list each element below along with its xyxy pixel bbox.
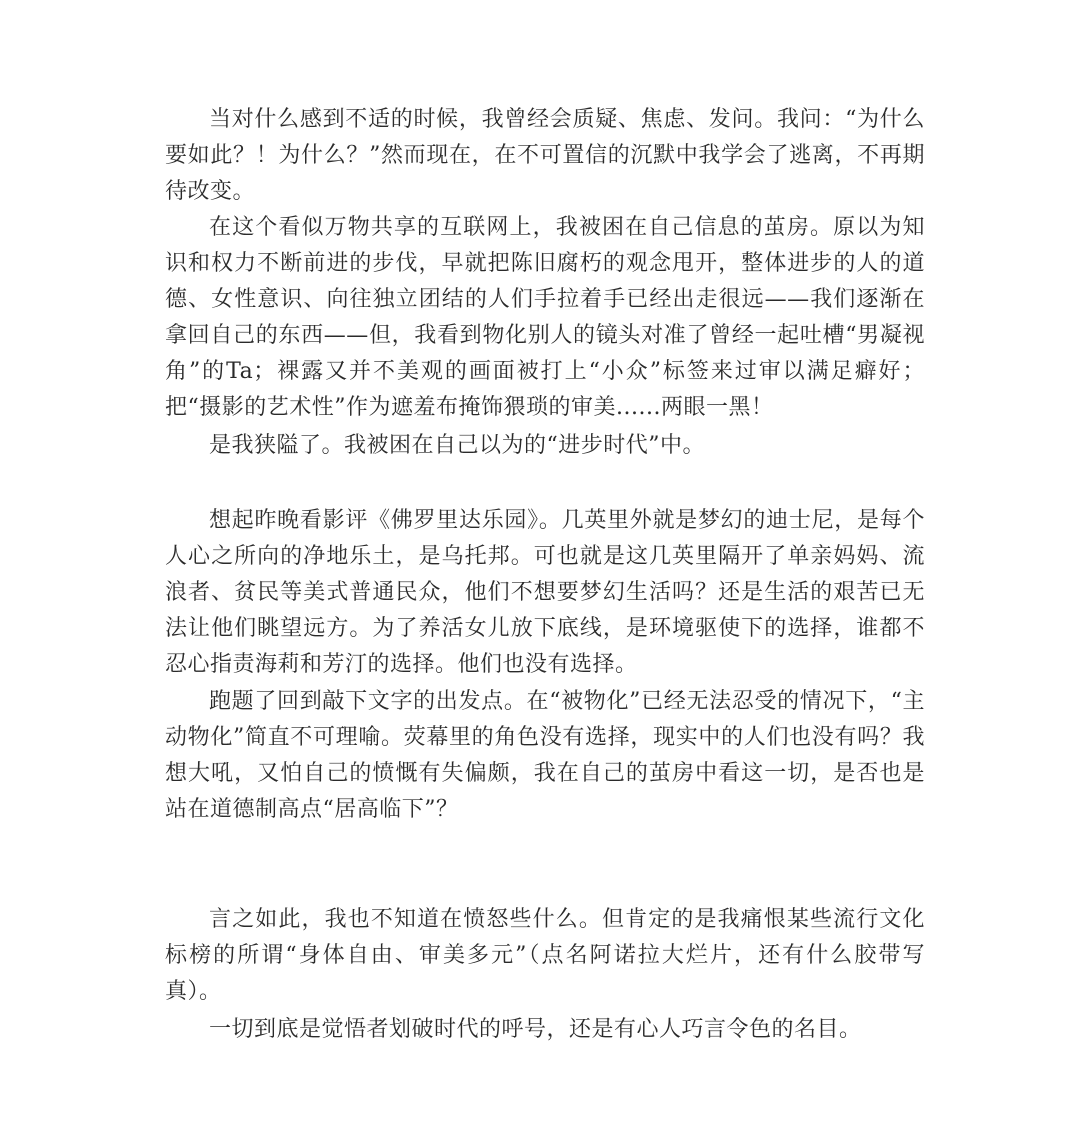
paragraph-7: 一切到底是觉悟者划破时代的呼号，还是有心人巧言令色的名目。	[209, 1017, 862, 1042]
paragraph-1: 当对什么感到不适的时候，我曾经会质疑、焦虑、发问。我问：“为什么要如此？！为什么？”然而现在，在不可置信的沉默中我学会了逃离，不再期待改变。	[165, 107, 925, 204]
paragraph-3: 是我狭隘了。我被困在自己以为的“进步时代”中。	[209, 433, 705, 458]
paragraph-4: 想起昨晚看影评《佛罗里达乐园》。几英里外就是梦幻的迪士尼，是每个人心之所向的净地乐土，是乌托邦。可也就是这几英里隔开了单亲妈妈、流浪者、贫民等美式普通民众，他们不想要梦幻生活吗？还是生活的艰苦已无法让他们眺望远方。为了养活女儿放下底线，是环境驱使下的选择，谁都不忍心指责海莉和芳汀的选择。他们也没有选择。	[165, 508, 925, 677]
paragraph-5: 跑题了回到敲下文字的出发点。在“被物化”已经无法忍受的情况下，“主动物化”简直不可理喻。荧幕里的角色没有选择，现实中的人们也没有吗？我想大吼，又怕自己的愤慨有失偏颇，我在自己的茧房中看这一切，是否也是站在道德制高点“居高临下”？	[165, 689, 925, 822]
paragraph-6: 言之如此，我也不知道在愤怒些什么。但肯定的是我痛恨某些流行文化标榜的所谓“身体自由、审美多元”（点名阿诺拉大烂片，还有什么胶带写真）。	[165, 907, 925, 1004]
paragraph-2: 在这个看似万物共享的互联网上，我被困在自己信息的茧房。原以为知识和权力不断前进的步伐，早就把陈旧腐朽的观念甩开，整体进步的人的道德、女性意识、向往独立团结的人们手拉着手已经出走很远——我们逐渐在拿回自己的东西——但，我看到物化别人的镜头对准了曾经一起吐槽“男凝视角”的Ta；裸露又并不美观的画面被打上“小众”标签来过审以满足癖好；把“摄影的艺术性”作为遮羞布掩饰猥琐的审美......两眼一黑！	[165, 215, 925, 420]
